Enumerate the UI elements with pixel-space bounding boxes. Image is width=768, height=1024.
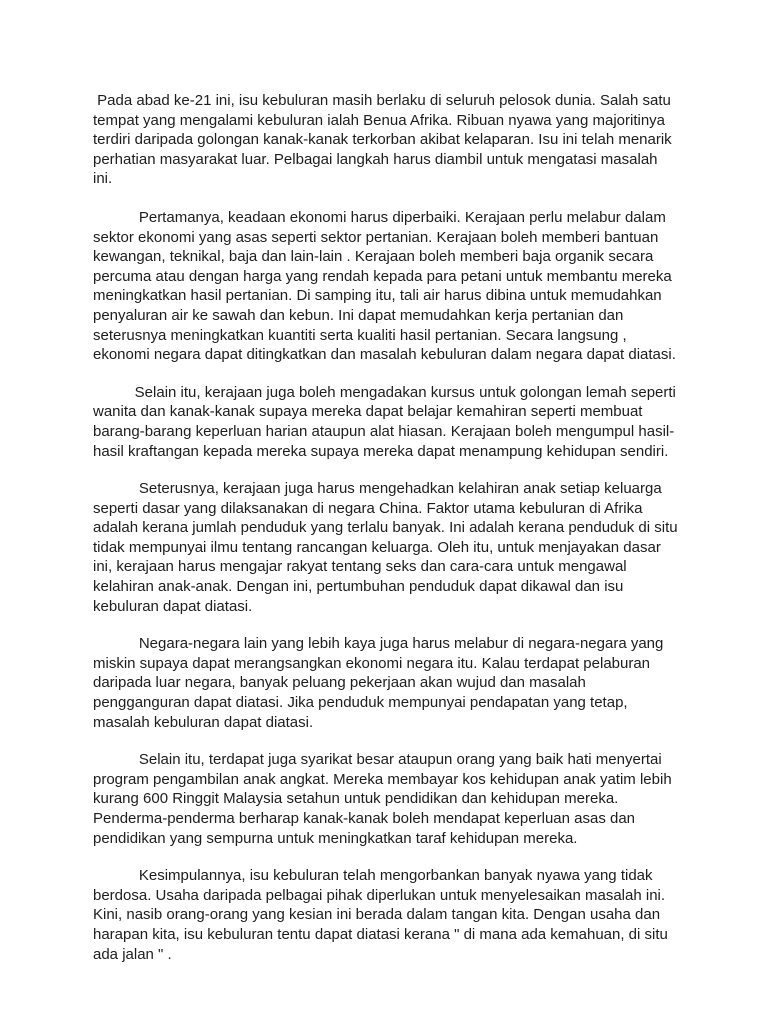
paragraph-courses	[93, 383, 683, 461]
text-line: meningkatkan hasil pertanian. Di samping itu, tali air harus dibina untuk memudahkan	[93, 287, 662, 305]
text-line: ekonomi negara dapat ditingkatkan dan masalah kebuluran dalam negara dapat diatasi.	[93, 346, 676, 364]
text-line: kewangan, teknikal, baja dan lain-lain . Kerajaan boleh memberi baja organik secara	[93, 248, 654, 266]
text-line: Kini, nasib orang-orang yang kesian ini berada dalam tangan kita. Dengan usaha dan	[93, 906, 661, 924]
text-line: daripada luar negara, banyak peluang pekerjaan akan wujud dan masalah	[93, 674, 586, 692]
text-line: penyaluran air ke sawah dan kebun. Ini dapat memudahkan kerja pertanian dan	[93, 306, 624, 324]
text-line: wanita dan kanak-kanak supaya mereka dapat belajar kemahiran seperti membuat	[93, 403, 643, 421]
text-line: Pertamanya, keadaan ekonomi harus diperbaiki. Kerajaan perlu melabur dalam	[93, 208, 666, 226]
text-line: sektor ekonomi yang asas seperti sektor pertanian. Kerajaan boleh memberi bantuan	[93, 228, 659, 246]
document-body	[93, 91, 683, 964]
text-line: seperti dasar yang dilaksanakan di negara China. Faktor utama kebuluran di Afrika	[93, 499, 643, 517]
text-line: ini.	[93, 170, 113, 188]
text-line: Selain itu, kerajaan juga boleh mengadakan kursus untuk golongan lemah seperti	[93, 383, 676, 401]
paragraph-introduction	[93, 91, 683, 189]
text-line: adalah kerana jumlah penduduk yang terlalu banyak. Ini adalah kerana penduduk di situ	[93, 519, 678, 537]
text-line: ada jalan " .	[93, 945, 172, 963]
text-line: berdosa. Usaha daripada pelbagai pihak diperlukan untuk menyelesaikan masalah ini.	[93, 886, 666, 904]
text-line: miskin supaya dapat merangsangkan ekonomi negara itu. Kalau terdapat pelaburan	[93, 654, 651, 672]
text-line: Kesimpulannya, isu kebuluran telah mengorbankan banyak nyawa yang tidak	[93, 867, 653, 885]
text-line: Negara-negara lain yang lebih kaya juga harus melabur di negara-negara yang	[93, 635, 664, 653]
text-line: kelahiran anak-anak. Dengan ini, pertumbuhan penduduk dapat dikawal dan isu	[93, 578, 624, 596]
paragraph-foreign-investment	[93, 634, 683, 732]
text-line: perhatian masyarakat luar. Pelbagai langkah harus diambil untuk mengatasi masalah	[93, 150, 658, 168]
text-line: harapan kita, isu kebuluran tentu dapat diatasi kerana " di mana ada kemahuan, di situ	[93, 925, 668, 943]
text-line: barang-barang keperluan harian ataupun alat hiasan. Kerajaan boleh mengumpul hasil-	[93, 422, 675, 440]
text-line: pendidikan yang sempurna untuk meningkatkan taraf kehidupan mereka.	[93, 829, 578, 847]
text-line: kurang 600 Ringgit Malaysia setahun untuk pendidikan dan kehidupan mereka.	[93, 790, 619, 808]
text-line: kebuluran dapat diatasi.	[93, 597, 253, 615]
text-line: pengganguran dapat diatasi. Jika penduduk mempunyai pendapatan yang tetap,	[93, 694, 628, 712]
text-line: Seterusnya, kerajaan juga harus mengehadkan kelahiran anak setiap keluarga	[93, 480, 662, 498]
text-line: hasil kraftangan kepada mereka supaya mereka dapat menampung kehidupan sendiri.	[93, 442, 669, 460]
text-line: terdiri daripada golongan kanak-kanak terkorban akibat kelaparan. Isu ini telah menarik	[93, 131, 672, 149]
text-line: tempat yang mengalami kebuluran ialah Benua Afrika. Ribuan nyawa yang majoritinya	[93, 111, 665, 129]
text-line: seterusnya meningkatkan kuantiti serta kualiti hasil pertanian. Secara langsung ,	[93, 326, 627, 344]
text-line: Pada abad ke-21 ini, isu kebuluran masih berlaku di seluruh pelosok dunia. Salah satu	[93, 92, 671, 109]
text-line: Penderma-penderma berharap kanak-kanak boleh mendapat keperluan asas dan	[93, 810, 636, 827]
paragraph-adoption-program	[93, 750, 683, 848]
text-line: program pengambilan anak angkat. Mereka membayar kos kehidupan anak yatim lebih	[93, 770, 672, 788]
text-line: tidak mempunyai ilmu tentang rancangan keluarga. Oleh itu, untuk menjayakan dasar	[93, 538, 661, 556]
paragraph-birth-control	[93, 479, 683, 616]
paragraph-economy	[93, 208, 683, 365]
paragraph-conclusion	[93, 866, 683, 964]
text-line: masalah kebuluran dapat diatasi.	[93, 713, 314, 731]
text-line: Selain itu, terdapat juga syarikat besar ataupun orang yang baik hati menyertai	[93, 751, 662, 769]
text-line: ini, kerajaan harus mengajar rakyat tentang seks dan cara-cara untuk mengawal	[93, 558, 627, 576]
text-line: percuma atau dengan harga yang rendah kepada para petani untuk membantu mereka	[93, 267, 672, 285]
